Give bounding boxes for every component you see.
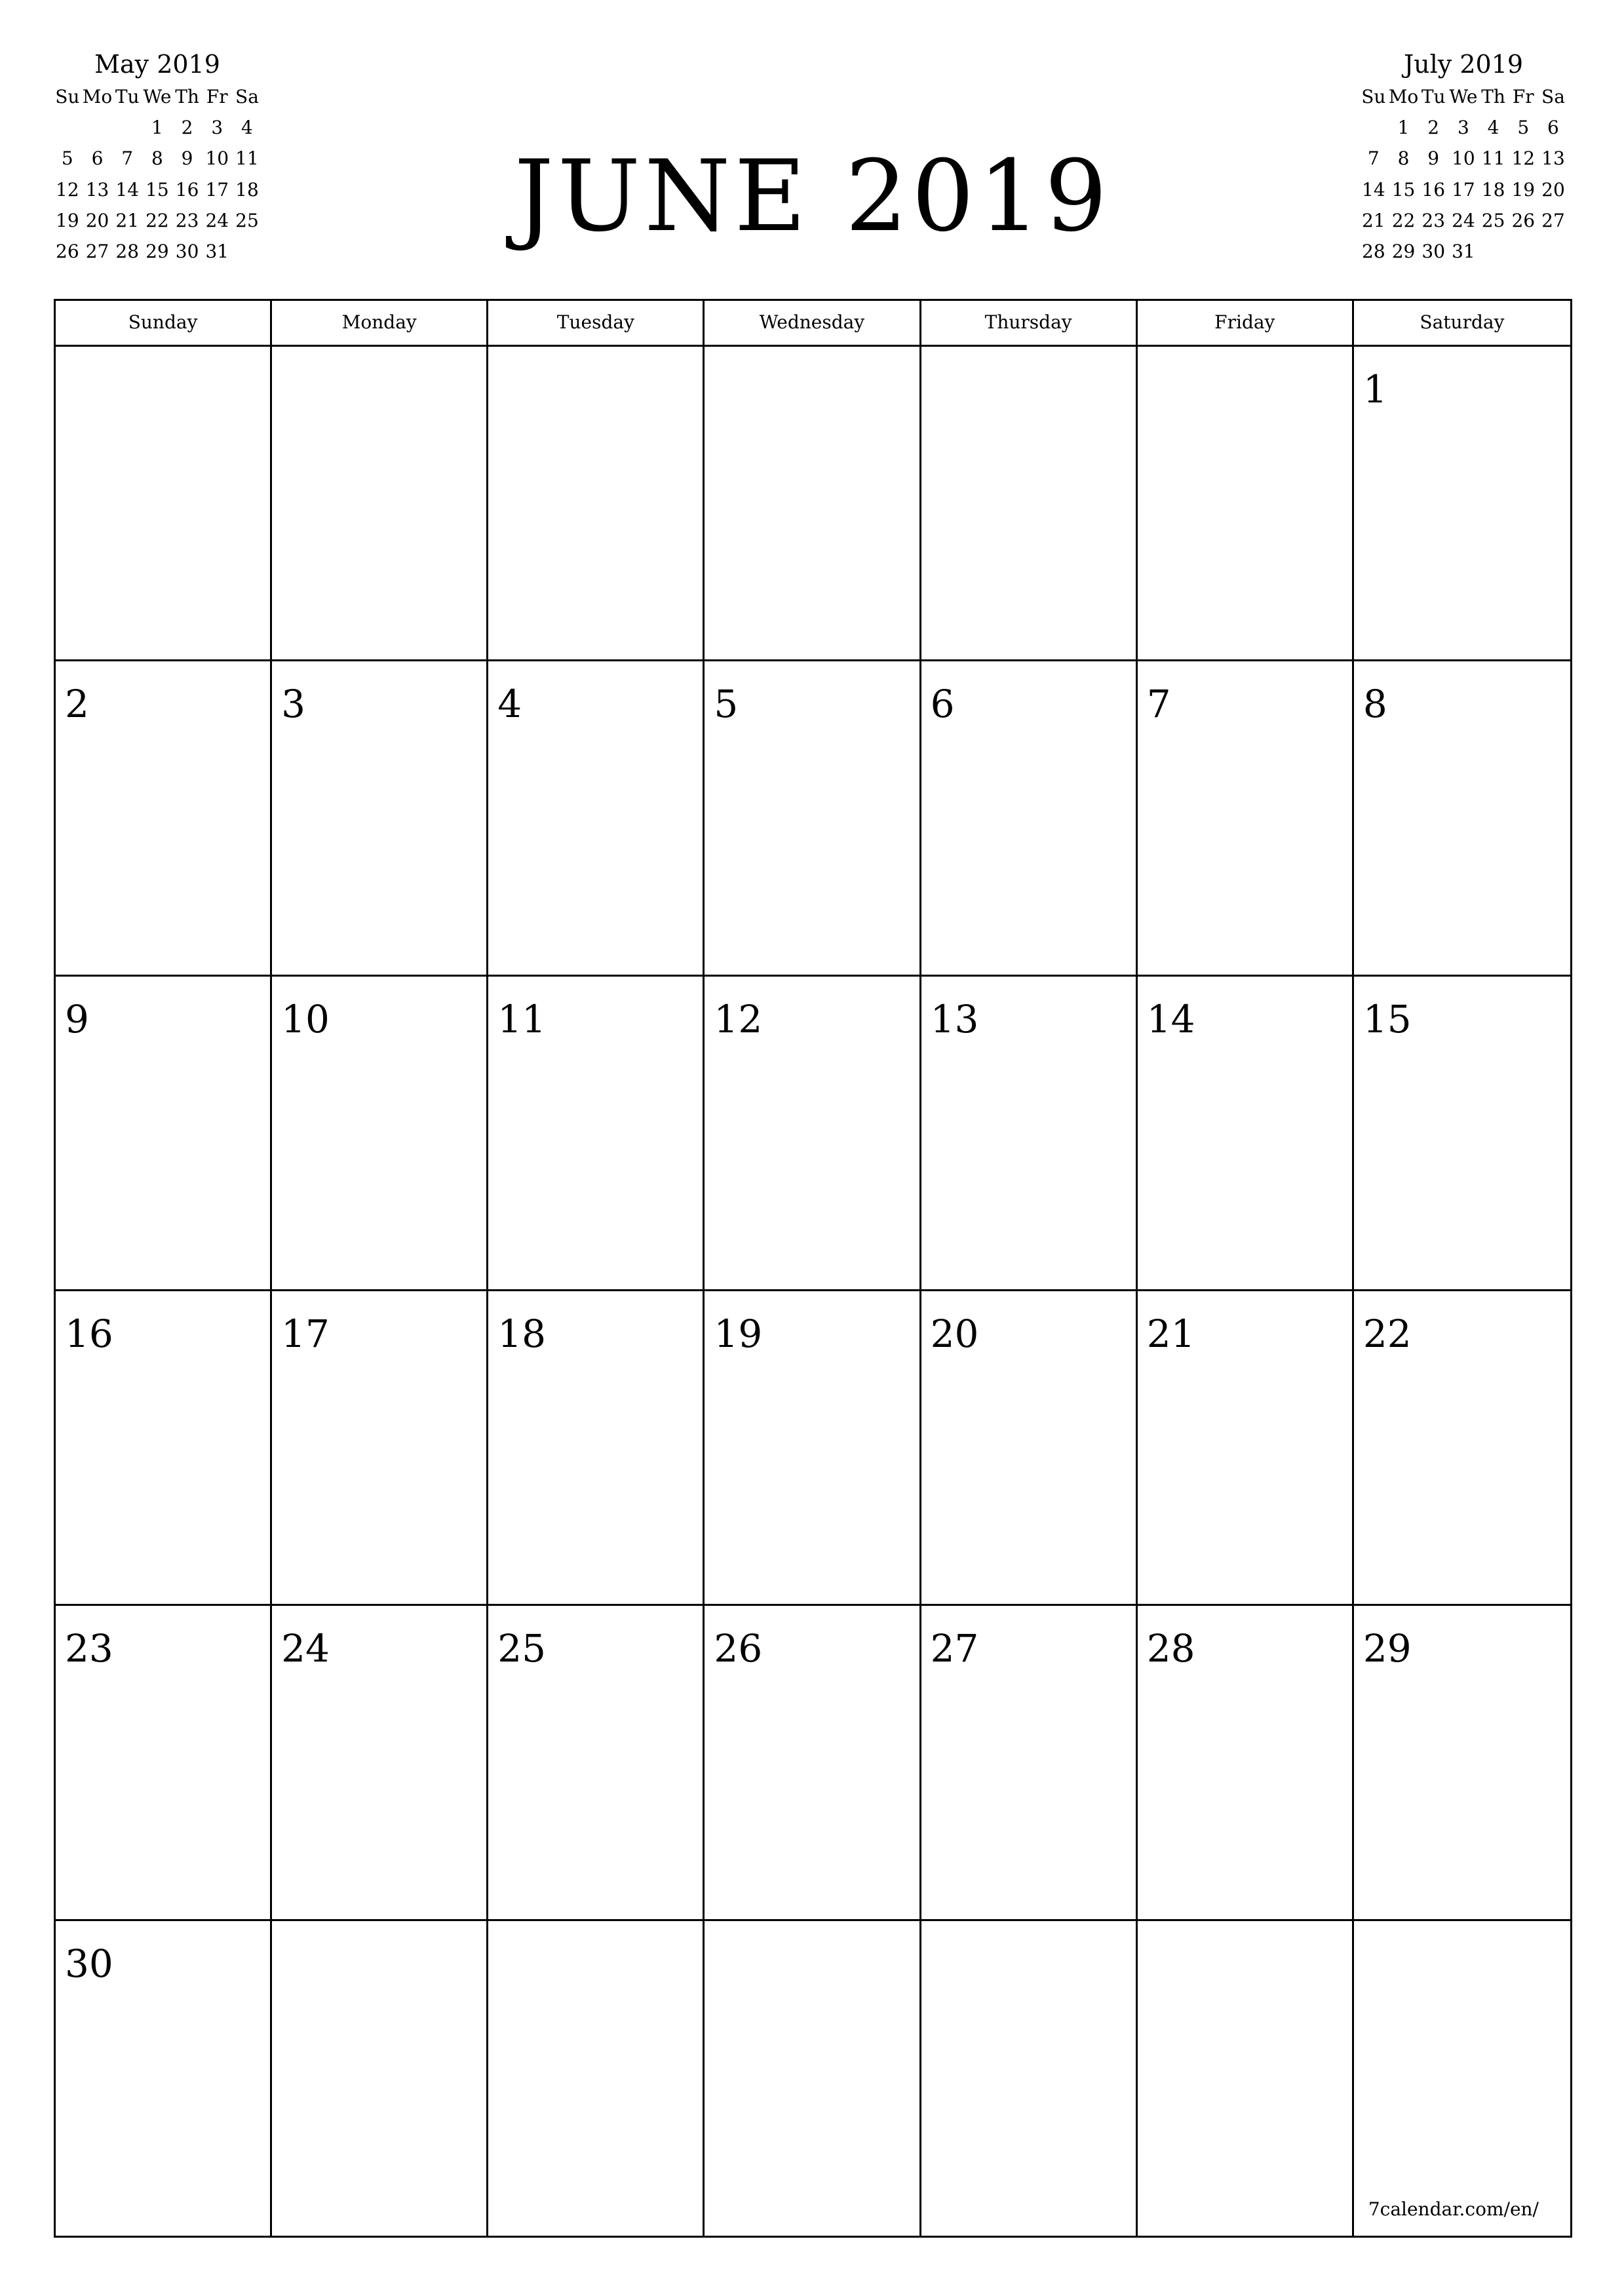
- mini-day: 14: [115, 178, 140, 201]
- day-cell: [705, 347, 921, 661]
- day-cell: [1138, 1921, 1354, 2236]
- mini-day: [1508, 236, 1538, 267]
- day-number: 21: [1146, 1312, 1195, 1356]
- day-cell: [272, 1921, 488, 2236]
- mini-weekday-header: Mo: [82, 86, 113, 107]
- day-cell: [56, 1291, 272, 1606]
- day-cell: [1354, 1921, 1570, 2236]
- day-number: 20: [930, 1312, 979, 1356]
- mini-day: 6: [91, 147, 104, 170]
- mini-day: 17: [1452, 178, 1475, 201]
- mini-day: 24: [205, 209, 229, 231]
- day-cell: [1138, 977, 1354, 1291]
- mini-day: 15: [1391, 178, 1416, 201]
- mini-day: 21: [1362, 209, 1385, 231]
- day-cell: [1138, 347, 1354, 661]
- day-cell: [56, 1606, 272, 1920]
- mini-day: 8: [151, 147, 163, 170]
- mini-weekday-header: Th: [175, 86, 199, 107]
- mini-day: 24: [1452, 209, 1475, 231]
- day-cell: [488, 1606, 705, 1920]
- day-number: 9: [65, 996, 89, 1041]
- day-number: 4: [497, 682, 522, 727]
- mini-day: [1359, 112, 1389, 143]
- mini-day: 23: [1421, 209, 1446, 231]
- mini-day: 23: [175, 209, 199, 231]
- day-number: 5: [714, 682, 739, 727]
- footer-source-link: 7calendar.com/en/: [1368, 2198, 1539, 2220]
- day-number: 28: [1146, 1626, 1195, 1671]
- mini-day: 10: [205, 147, 229, 170]
- day-cell: [1138, 1291, 1354, 1606]
- month-grid: [54, 299, 1572, 2238]
- mini-weekday-header: We: [143, 86, 172, 107]
- mini-weekday-header: Su: [55, 86, 80, 107]
- mini-day: 16: [175, 178, 199, 201]
- mini-day: 11: [235, 147, 259, 170]
- mini-day: 17: [205, 178, 229, 201]
- mini-day: 4: [241, 117, 253, 139]
- day-number: 3: [281, 682, 306, 727]
- mini-day: 2: [1427, 117, 1440, 139]
- day-cell: [705, 1921, 921, 2236]
- day-number: 1: [1363, 367, 1387, 412]
- mini-day: 7: [1367, 147, 1380, 170]
- day-cell: [921, 661, 1138, 976]
- mini-day: [1479, 236, 1509, 267]
- day-number: 10: [281, 996, 330, 1041]
- day-cell: [921, 1921, 1138, 2236]
- day-number: 13: [930, 996, 979, 1041]
- day-cell: [56, 1921, 272, 2236]
- mini-day: 25: [1481, 209, 1505, 231]
- day-cell: [1354, 977, 1570, 1291]
- day-number: 27: [930, 1626, 979, 1671]
- mini-day: 3: [1457, 117, 1469, 139]
- mini-day: 15: [145, 178, 169, 201]
- weekday-header-tuesday: Tuesday: [488, 301, 705, 345]
- mini-day: 12: [56, 178, 79, 201]
- day-number: 14: [1146, 996, 1195, 1041]
- day-cell: [705, 977, 921, 1291]
- mini-day: 20: [85, 209, 109, 231]
- day-cell: [1138, 661, 1354, 976]
- weekday-header-monday: Monday: [272, 301, 488, 345]
- mini-day: 28: [115, 240, 140, 262]
- weekday-header-saturday: Saturday: [1420, 311, 1505, 333]
- mini-day: 12: [1511, 147, 1536, 170]
- mini-calendar-next-month: [1359, 47, 1568, 267]
- day-cell: [1354, 1291, 1570, 1606]
- mini-day: 25: [235, 209, 259, 231]
- day-number: 19: [714, 1312, 763, 1356]
- mini-day: 8: [1397, 147, 1410, 170]
- day-number: 2: [65, 682, 89, 727]
- mini-day: 11: [1481, 147, 1505, 170]
- day-number: 12: [714, 996, 763, 1041]
- mini-day: 21: [115, 209, 140, 231]
- day-number: 23: [65, 1626, 113, 1671]
- weekday-header-friday: Friday: [1138, 301, 1354, 345]
- day-cell: [921, 1606, 1138, 1920]
- mini-day: 22: [145, 209, 169, 231]
- day-cell: [1138, 1606, 1354, 1920]
- mini-weekday-header: Fr: [1512, 86, 1534, 107]
- day-cell: [921, 347, 1138, 661]
- mini-weekday-header: Mo: [1388, 86, 1419, 107]
- day-cell: [921, 1291, 1138, 1606]
- mini-day: 9: [1427, 147, 1440, 170]
- weeks-grid: [56, 347, 1570, 2236]
- day-cell: [272, 661, 488, 976]
- mini-day: 1: [1397, 117, 1410, 139]
- day-number: 30: [65, 1941, 113, 1986]
- mini-weekday-header: Tu: [115, 86, 140, 107]
- day-number: 18: [497, 1312, 547, 1356]
- mini-calendar-title: May 2019: [94, 50, 220, 79]
- mini-day: [112, 112, 142, 143]
- day-cell: [56, 347, 272, 661]
- mini-day: 26: [56, 240, 79, 262]
- day-cell: [921, 977, 1138, 1291]
- mini-day: 19: [56, 209, 79, 231]
- day-cell: [488, 977, 705, 1291]
- mini-day: 13: [85, 178, 109, 201]
- day-cell: [272, 347, 488, 661]
- mini-weekday-header: Sa: [1541, 86, 1565, 107]
- day-cell: [272, 1291, 488, 1606]
- day-number: 26: [714, 1626, 763, 1671]
- mini-day: 18: [235, 178, 259, 201]
- mini-day: 30: [175, 240, 199, 262]
- mini-day: 27: [1541, 209, 1565, 231]
- weekday-header-wednesday: Wednesday: [705, 301, 921, 345]
- mini-day: 3: [211, 117, 223, 139]
- mini-day: 1: [151, 117, 163, 139]
- mini-day: [83, 112, 113, 143]
- weekday-header-sunday: Sunday: [56, 301, 272, 345]
- mini-day: 29: [145, 240, 169, 262]
- mini-day: 30: [1421, 240, 1446, 262]
- day-cell: [1354, 661, 1570, 976]
- mini-day: 14: [1362, 178, 1385, 201]
- mini-day: 2: [181, 117, 193, 139]
- page-title: JUNE 2019: [514, 140, 1112, 254]
- mini-day: 20: [1541, 178, 1565, 201]
- mini-day: 19: [1511, 178, 1536, 201]
- day-number: 22: [1363, 1312, 1412, 1356]
- mini-day: 7: [121, 147, 134, 170]
- mini-day: 5: [61, 147, 73, 170]
- mini-day: 31: [205, 240, 229, 262]
- mini-weekday-header: Fr: [206, 86, 228, 107]
- mini-weekday-header: Su: [1361, 86, 1386, 107]
- day-cell: [56, 977, 272, 1291]
- day-number: 24: [281, 1626, 330, 1671]
- mini-day: [232, 236, 262, 267]
- mini-day: 27: [85, 240, 109, 262]
- mini-day: 6: [1547, 117, 1559, 139]
- mini-day: [1538, 236, 1568, 267]
- day-cell: [488, 1921, 705, 2236]
- day-cell: [1354, 1606, 1570, 1920]
- mini-day: 29: [1391, 240, 1416, 262]
- mini-day: 5: [1517, 117, 1530, 139]
- weekday-header-row: [56, 301, 1570, 347]
- day-cell: [272, 977, 488, 1291]
- day-number: 17: [281, 1312, 330, 1356]
- day-cell: [705, 1606, 921, 1920]
- mini-day: 28: [1362, 240, 1385, 262]
- day-cell: [705, 661, 921, 976]
- mini-day: 22: [1391, 209, 1416, 231]
- mini-day: 9: [181, 147, 193, 170]
- mini-day: 13: [1541, 147, 1565, 170]
- day-number: 8: [1363, 682, 1387, 727]
- mini-calendar-title: July 2019: [1403, 50, 1524, 79]
- day-cell: [272, 1606, 488, 1920]
- day-cell: [488, 347, 705, 661]
- day-number: 16: [65, 1312, 113, 1356]
- day-number: 25: [497, 1626, 547, 1671]
- mini-day: 26: [1511, 209, 1536, 231]
- mini-calendar-prev-month: [52, 47, 262, 267]
- day-number: 11: [497, 996, 547, 1041]
- day-cell: [1354, 347, 1570, 661]
- mini-day: 18: [1481, 178, 1505, 201]
- mini-day: 31: [1452, 240, 1475, 262]
- mini-day: [52, 112, 83, 143]
- mini-weekday-header: Sa: [235, 86, 259, 107]
- day-number: 15: [1363, 996, 1412, 1041]
- mini-day: 10: [1452, 147, 1475, 170]
- day-number: 6: [930, 682, 955, 727]
- mini-day: 16: [1421, 178, 1446, 201]
- weekday-header-thursday: Thursday: [921, 301, 1138, 345]
- mini-weekday-header: Th: [1481, 86, 1505, 107]
- day-cell: [488, 661, 705, 976]
- mini-day: 4: [1487, 117, 1499, 139]
- day-number: 7: [1146, 682, 1171, 727]
- day-number: 29: [1363, 1626, 1412, 1671]
- mini-weekday-header: Tu: [1421, 86, 1446, 107]
- day-cell: [488, 1291, 705, 1606]
- day-cell: [705, 1291, 921, 1606]
- mini-weekday-header: We: [1449, 86, 1478, 107]
- day-cell: [56, 661, 272, 976]
- mini-calendar-grid: [1359, 81, 1568, 267]
- mini-calendar-grid: [52, 81, 262, 267]
